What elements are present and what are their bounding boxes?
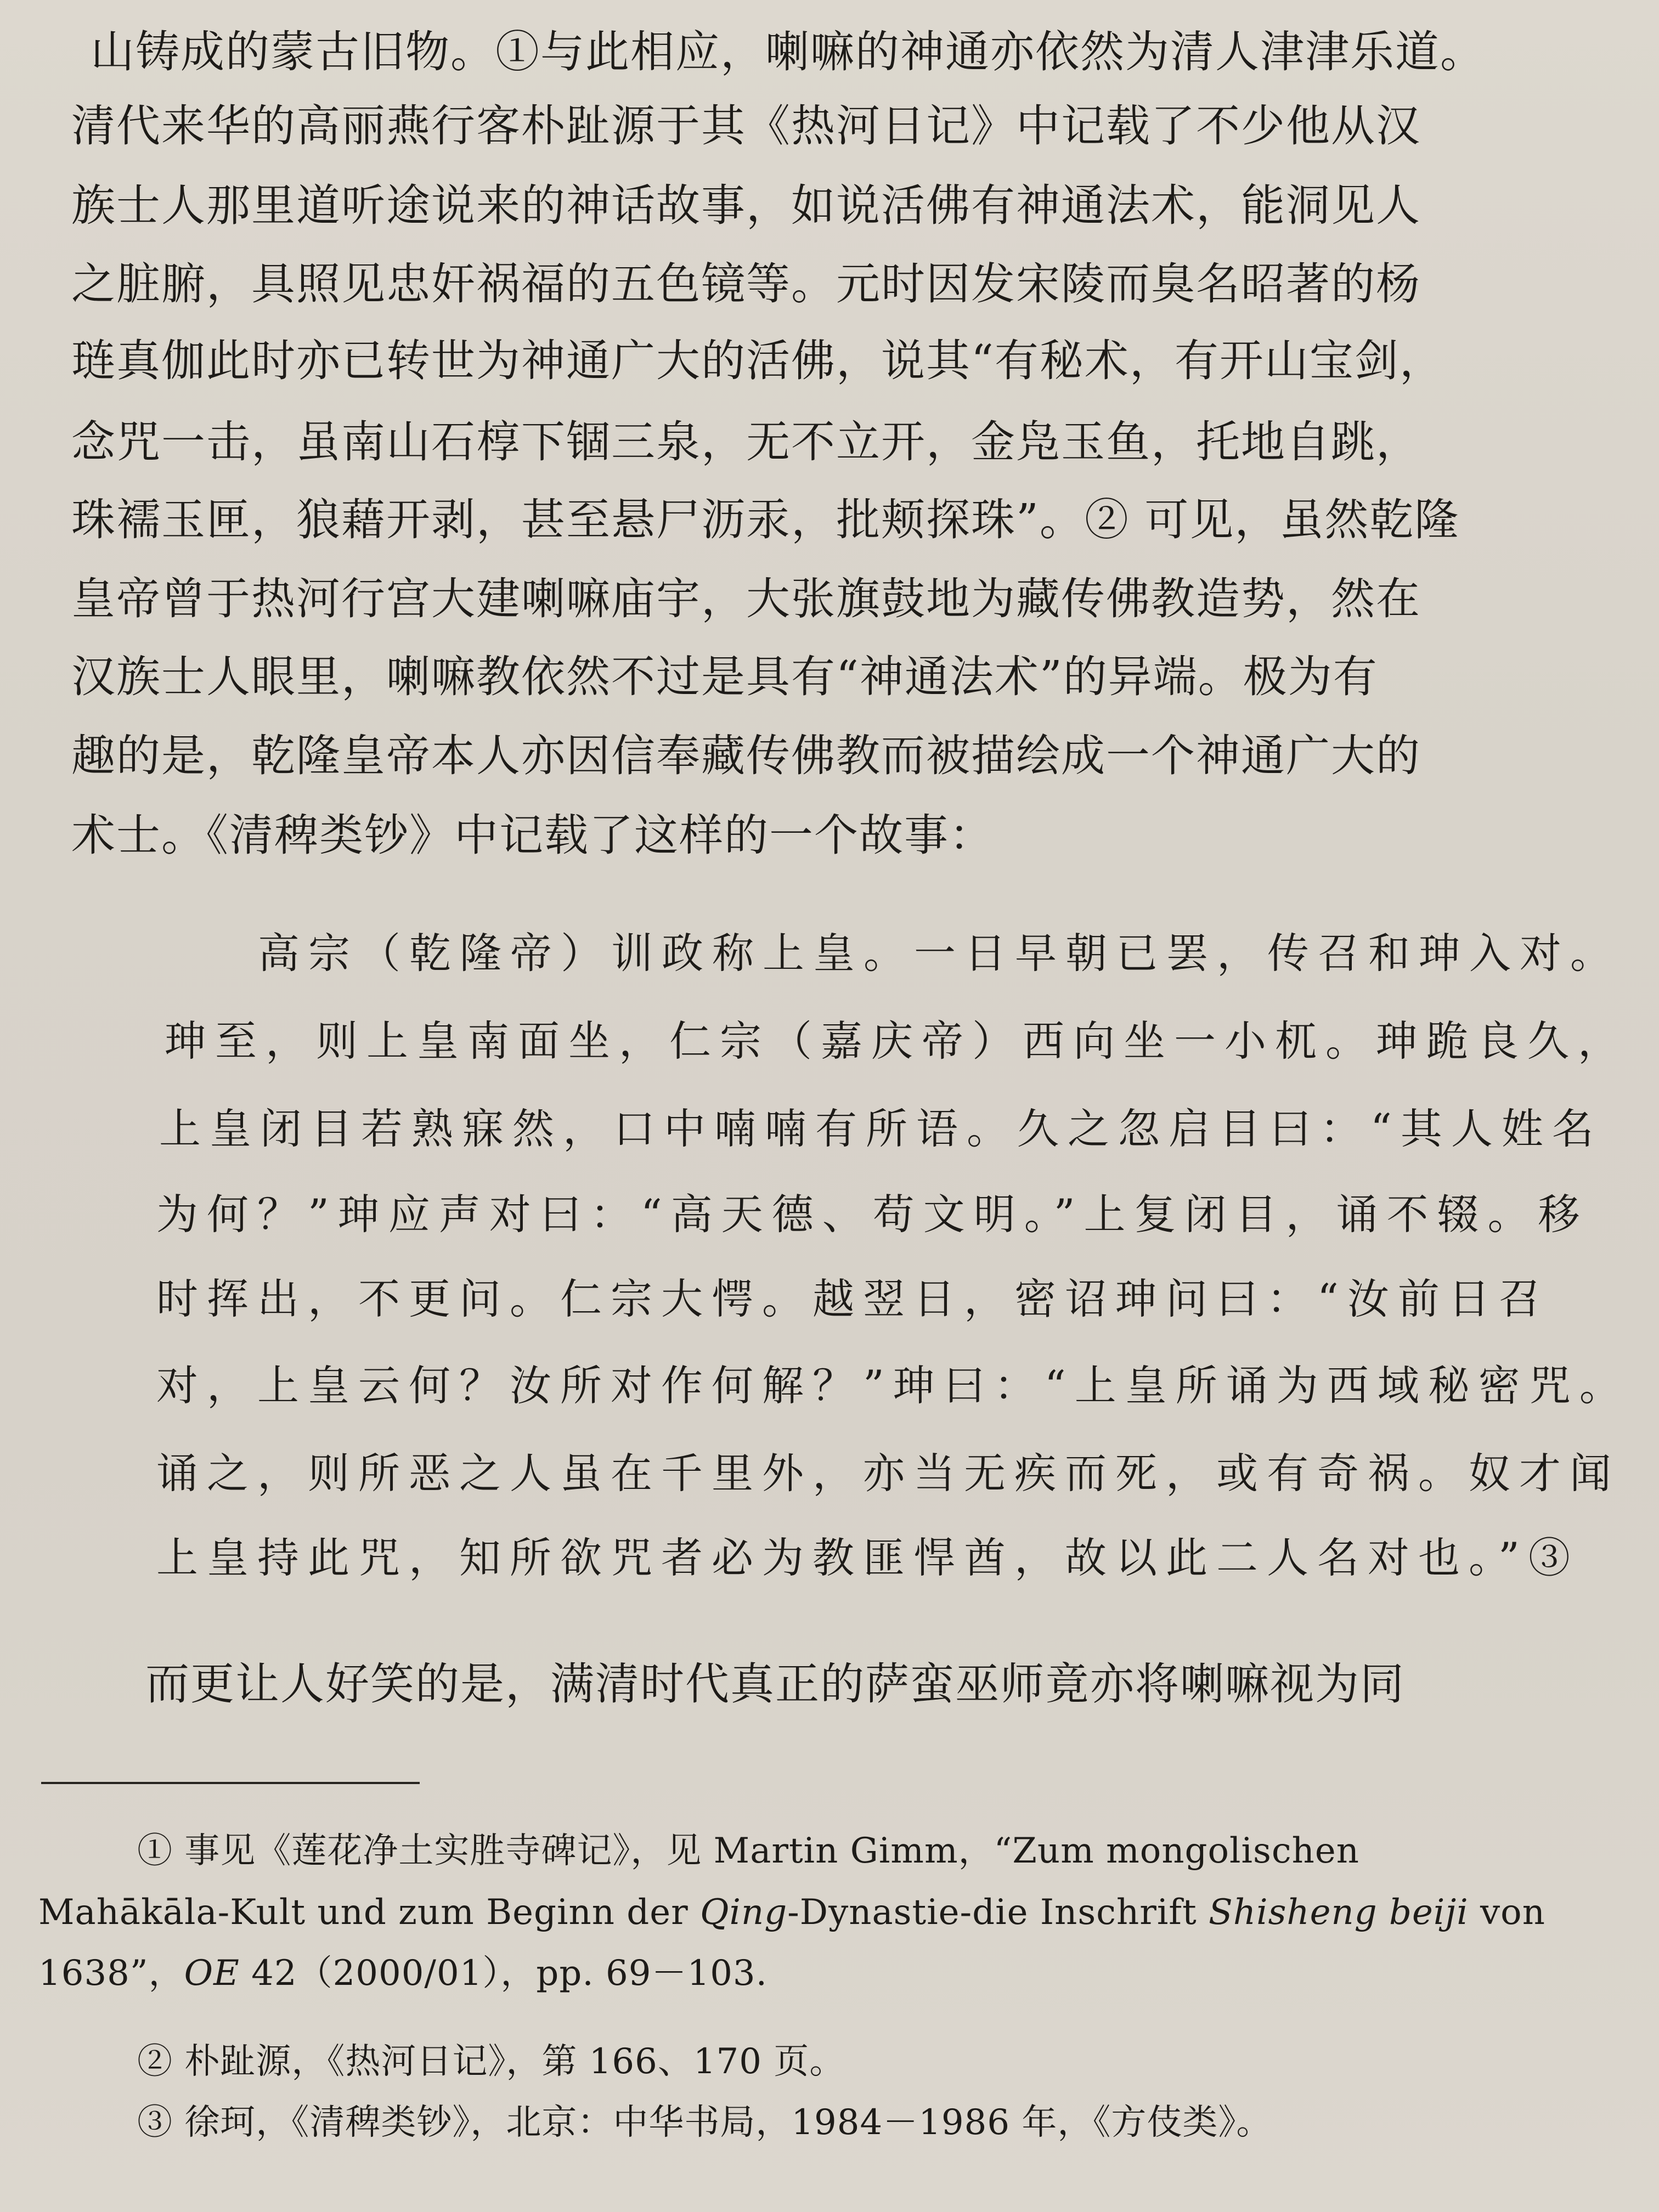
body-line-7: 珠襦玉匣，狼藉开剥，甚至悬尸沥汞，批颊探珠”。② 可见，虽然乾隆 (71, 494, 1460, 545)
body-line-2: 清代来华的高丽燕行客朴趾源于其《热河日记》中记载了不少他从汉 (71, 100, 1421, 151)
quote-line-8: 上皇持此咒，知所欲咒者必为教匪悍酋，故以此二人名对也。”③ (156, 1533, 1579, 1582)
body-line-10: 趣的是，乾隆皇帝本人亦因信奉藏传佛教而被描绘成一个神通广大的 (71, 730, 1421, 781)
quote-line-3: 上皇闭目若熟寐然，口中喃喃有所语。久之忽启目曰：“其人姓名 (159, 1104, 1602, 1153)
body-line-6: 念咒一击，虽南山石椁下锢三泉，无不立开，金凫玉鱼，托地自跳， (71, 416, 1421, 467)
footnote-1-line-1: ① 事见《莲花净土实胜寺碑记》，见 Martin Gimm，“Zum mongolischen (137, 1831, 1359, 1871)
quote-line-6: 对，上皇云何？汝所对作何解？”珅曰：“上皇所诵为西域秘密咒。 (156, 1361, 1630, 1410)
body-line-11: 术士。《清稗类钞》中记载了这样的一个故事： (71, 810, 994, 861)
body-line-8: 皇帝曾于热河行宫大建喇嘛庙宇，大张旗鼓地为藏传佛教造势，然在 (71, 573, 1421, 624)
paragraph-after-quote: 而更让人好笑的是，满清时代真正的萨蛮巫师竟亦将喇嘛视为同 (145, 1658, 1405, 1709)
body-line-9: 汉族士人眼里，喇嘛教依然不过是具有“神通法术”的异端。极为有 (71, 651, 1378, 702)
body-line-1: 山铸成的蒙古旧物。①与此相应，喇嘛的神通亦依然为清人津津乐道。 (91, 26, 1485, 77)
footnote-1-line-3: 1638”，OE 42（2000/01），pp. 69－103. (38, 1953, 768, 1994)
body-line-4: 之脏腑，具照见忠奸祸福的五色镜等。元时因发宋陵而臭名昭著的杨 (71, 258, 1421, 309)
quote-line-1: 高宗（乾隆帝）训政称上皇。一日早朝已罢，传召和珅入对。 (258, 929, 1621, 978)
quote-line-5: 时挥出，不更问。仁宗大愕。越翌日，密诏珅问曰：“汝前日召 (156, 1274, 1549, 1323)
footnote-1-line-2: Mahākāla-Kult und zum Beginn der Qing-Dynastie-die Inschrift Shisheng beiji von (38, 1892, 1545, 1933)
footnote-2: ② 朴趾源，《热河日记》，第 166、170 页。 (137, 2041, 845, 2082)
body-line-3: 族士人那里道听途说来的神话故事，如说活佛有神通法术，能洞见人 (71, 180, 1421, 231)
footnote-divider (41, 1782, 420, 1784)
body-line-5: 琏真伽此时亦已转世为神通广大的活佛，说其“有秘术，有开山宝剑， (71, 335, 1444, 386)
quote-line-7: 诵之，则所恶之人虽在千里外，亦当无疾而死，或有奇祸。奴才闻 (156, 1449, 1620, 1498)
footnote-3: ③ 徐珂，《清稗类钞》，北京：中华书局，1984－1986 年，《方伎类》。 (137, 2102, 1272, 2143)
quote-line-2: 珅至，则上皇南面坐，仁宗（嘉庆帝）西向坐一小杌。珅跪良久， (165, 1017, 1628, 1065)
quote-line-4: 为何？”珅应声对曰：“高天德、苟文明。”上复闭目，诵不辍。移 (156, 1190, 1589, 1239)
